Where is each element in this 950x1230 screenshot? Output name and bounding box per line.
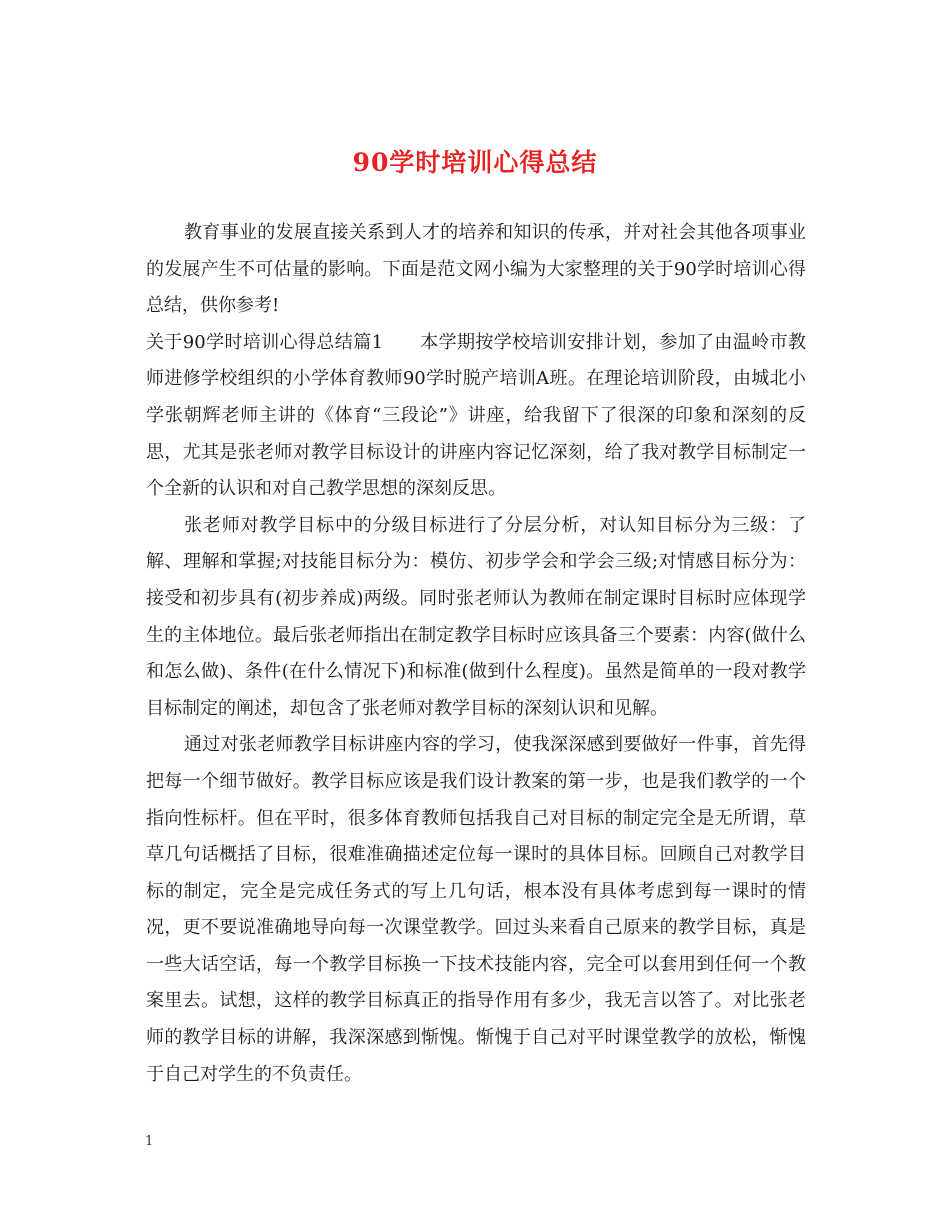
- document-title: 90学时培训心得总结: [352, 148, 598, 177]
- document-body: [146, 215, 806, 1093]
- paragraph-objectives: 张老师对教学目标中的分级目标进行了分层分析，对认知目标分为三级：了解、理解和掌握;对技能目标分为：模仿、初步学会和学会三级;对情感目标分为：接受和初步具有(初步养成)两级。同时张老师认为教师在制定课时目标时应体现学生的主体地位。最后张老师指出在制定教学目标时应该具备三个要素：内容(做什么和怎么做)、条件(在什么情况下)和标准(做到什么程度)。虽然是简单的一段对教学目标制定的阐述，却包含了张老师对教学目标的深刻认识和见解。: [146, 514, 806, 719]
- paragraph-intro: 教育事业的发展直接关系到人才的培养和知识的传承，并对社会其他各项事业的发展产生不可估量的影响。下面是范文网小编为大家整理的关于90学时培训心得总结，供你参考!: [146, 222, 806, 317]
- paragraph-article-1: 关于90学时培训心得总结篇1 本学期按学校培训安排计划，参加了由温岭市教师进修学校组织的小学体育教师90学时脱产培训A班。在理论培训阶段，由城北小学张朝辉老师主讲的《体育“三段论”》讲座，给我留下了很深的印象和深刻的反思，尤其是张老师对教学目标设计的讲座内容记忆深刻，给了我对教学目标制定一个全新的认识和对自己教学思想的深刻反思。: [146, 331, 806, 500]
- paragraph-reflection: 通过对张老师教学目标讲座内容的学习，使我深深感到要做好一件事，首先得把每一个细节做好。教学目标应该是我们设计教案的第一步，也是我们教学的一个指向性标杆。但在平时，很多体育教师包括我自己对目标的制定完全是无所谓，草草几句话概括了目标，很难准确描述定位每一课时的具体目标。回顾自己对教学目标的制定，完全是完成任务式的写上几句话，根本没有具体考虑到每一课时的情况，更不要说准确地导向每一次课堂教学。回过头来看自己原来的教学目标，真是一些大话空话，每一个教学目标换一下技术技能内容，完全可以套用到任何一个教案里去。试想，这样的教学目标真正的指导作用有多少，我无言以答了。对比张老师的教学目标的讲解，我深深感到惭愧。惭愧于自己对平时课堂教学的放松，惭愧于自己对学生的不负责任。: [146, 734, 806, 1085]
- page-number: 1: [145, 1134, 154, 1149]
